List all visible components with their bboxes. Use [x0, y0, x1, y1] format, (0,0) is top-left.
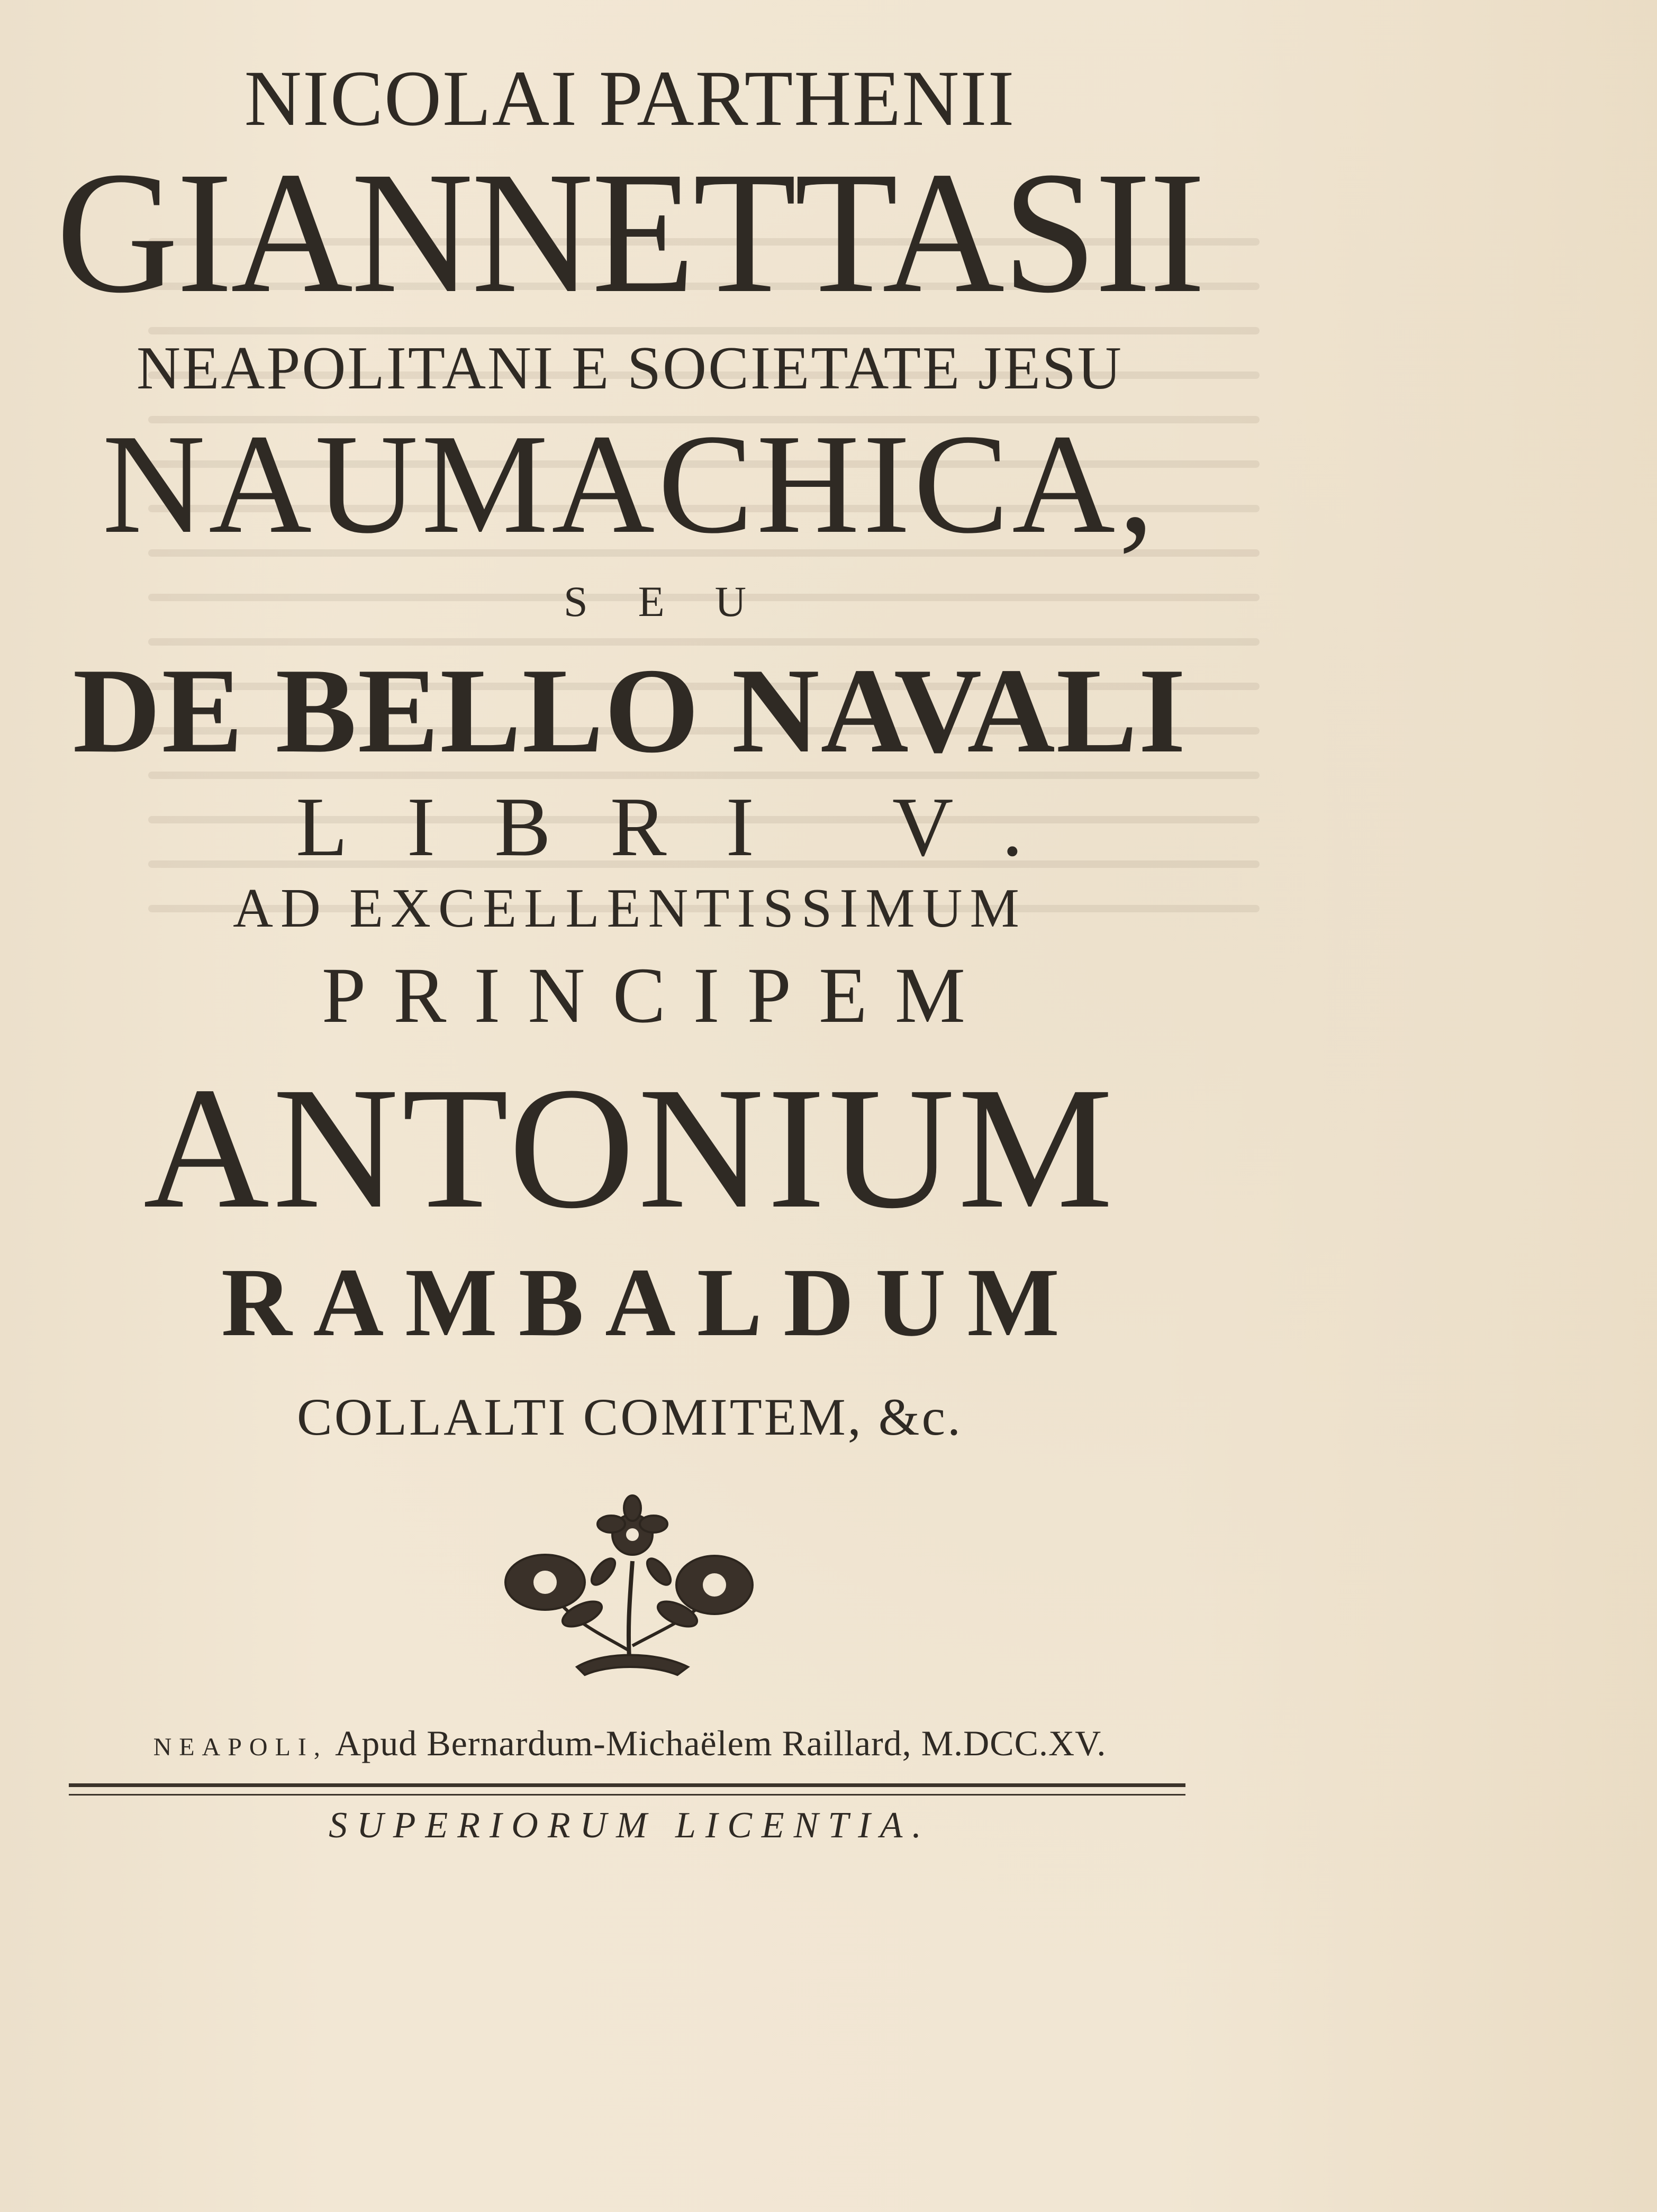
floral-ornament-icon	[497, 1492, 762, 1683]
licence-line: SUPERIORUM LICENTIA.	[329, 1805, 931, 1846]
volume-count: LIBRI V.	[296, 779, 1082, 874]
imprint-place: NEAPOLI,	[153, 1733, 328, 1761]
imprint-line	[0, 1723, 1260, 1764]
dedicatee-title: COLLALTI COMITEM, &c.	[297, 1388, 963, 1446]
author-first-names: NICOLAI PARTHENII	[244, 55, 1016, 142]
subtitle: DE BELLO NAVALI	[73, 643, 1187, 778]
author-surname: GIANNETTASII	[56, 136, 1204, 329]
dedicatee-rank: PRINCIPEM	[321, 951, 993, 1039]
dedication-intro: AD EXCELLENTISSIMUM	[233, 877, 1027, 939]
dedicatee-name: RAMBALDUM	[221, 1248, 1081, 1357]
imprint-rule-thick	[69, 1783, 1185, 1787]
conjunction-seu: SEU	[564, 577, 796, 625]
dedicatee-first-name: ANTONIUM	[143, 1051, 1117, 1245]
imprint-printer: Apud Bernardum-Michaëlem Raillard,	[335, 1723, 912, 1763]
imprint-rule-thin	[69, 1794, 1185, 1796]
work-title: NAUMACHICA,	[102, 405, 1157, 563]
author-affiliation: NEAPOLITANI E SOCIETATE JESU	[137, 334, 1123, 402]
imprint-year: M.DCC.XV.	[921, 1723, 1107, 1763]
